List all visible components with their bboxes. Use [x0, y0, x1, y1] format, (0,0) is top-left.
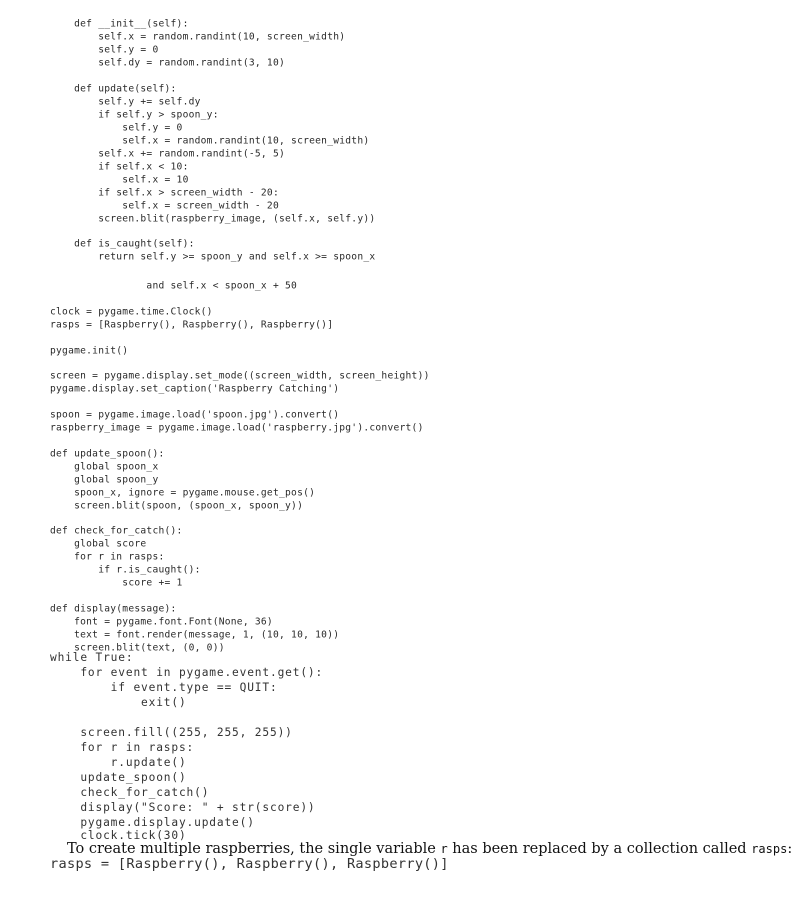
code-line: check_for_catch() [50, 786, 210, 799]
code-line: def update(self): [50, 82, 177, 95]
code-line: global spoon_x [50, 460, 159, 473]
code-line: if self.x > screen_width - 20: [50, 186, 279, 199]
code-line: def update_spoon(): [50, 447, 165, 460]
code-line: if r.is_caught(): [50, 563, 201, 576]
code-line: while True: [50, 651, 134, 664]
code-line: self.x = screen_width - 20 [50, 199, 279, 212]
code-line: def check_for_catch(): [50, 524, 183, 537]
inline-code-rasps: rasps [751, 842, 788, 856]
code-line: exit() [50, 696, 187, 709]
code-line: screen.blit(spoon, (spoon_x, spoon_y)) [50, 499, 304, 512]
code-line: def __init__(self): [50, 17, 189, 30]
code-line: score += 1 [50, 576, 183, 589]
code-line: self.x = 10 [50, 173, 189, 186]
code-line: and self.x < spoon_x + 50 [50, 279, 298, 292]
code-line: global score [50, 537, 147, 550]
code-line: self.x += random.randint(-5, 5) [50, 147, 286, 160]
inline-code-r: r [440, 842, 448, 856]
code-line: self.y += self.dy [50, 95, 201, 108]
code-line: font = pygame.font.Font(None, 36) [50, 615, 273, 628]
body-paragraph [67, 842, 792, 857]
prose-text: : [787, 841, 792, 857]
code-line: update_spoon() [50, 771, 187, 784]
code-line: for event in pygame.event.get(): [50, 666, 324, 679]
code-line: spoon = pygame.image.load('spoon.jpg').convert() [50, 408, 340, 421]
code-line: return self.y >= spoon_y and self.x >= spoon_x [50, 250, 376, 263]
code-line: for r in rasps: [50, 550, 165, 563]
code-line: if self.y > spoon_y: [50, 108, 219, 121]
prose-text: has been replaced by a collection called [447, 841, 752, 857]
code-line: if self.x < 10: [50, 160, 189, 173]
code-line: screen.fill((255, 255, 255)) [50, 726, 293, 739]
code-line: text = font.render(message, 1, (10, 10, 10)) [50, 628, 340, 641]
code-line: self.x = random.randint(10, screen_width) [50, 134, 370, 147]
code-line: r.update() [50, 756, 187, 769]
code-line: pygame.display.set_caption('Raspberry Catching') [50, 382, 340, 395]
code-line: display("Score: " + str(score)) [50, 801, 316, 814]
code-line: global spoon_y [50, 473, 159, 486]
prose-text: To create multiple raspberries, the single variable [67, 841, 441, 857]
code-line: for r in rasps: [50, 741, 195, 754]
code-line: raspberry_image = pygame.image.load('raspberry.jpg').convert() [50, 421, 424, 434]
code-example: rasps = [Raspberry(), Raspberry(), Raspberry()] [50, 856, 449, 872]
code-line: self.dy = random.randint(3, 10) [50, 56, 286, 69]
code-line: if event.type == QUIT: [50, 681, 278, 694]
code-line: self.y = 0 [50, 43, 159, 56]
code-line: screen.blit(raspberry_image, (self.x, self.y)) [50, 212, 376, 225]
code-line: pygame.init() [50, 344, 129, 357]
code-line: self.y = 0 [50, 121, 183, 134]
code-line: screen = pygame.display.set_mode((screen_width, screen_height)) [50, 369, 430, 382]
code-line: def display(message): [50, 602, 177, 615]
code-line: clock = pygame.time.Clock() [50, 305, 213, 318]
code-line: rasps = [Raspberry(), Raspberry(), Raspberry()] [50, 318, 334, 331]
code-line: spoon_x, ignore = pygame.mouse.get_pos() [50, 486, 316, 499]
code-line: clock.tick(30) [50, 829, 187, 842]
code-line: pygame.display.update() [50, 816, 255, 829]
code-line: def is_caught(self): [50, 237, 195, 250]
code-line: screen.blit(text, (0, 0)) [50, 641, 225, 654]
code-line: self.x = random.randint(10, screen_width) [50, 30, 346, 43]
